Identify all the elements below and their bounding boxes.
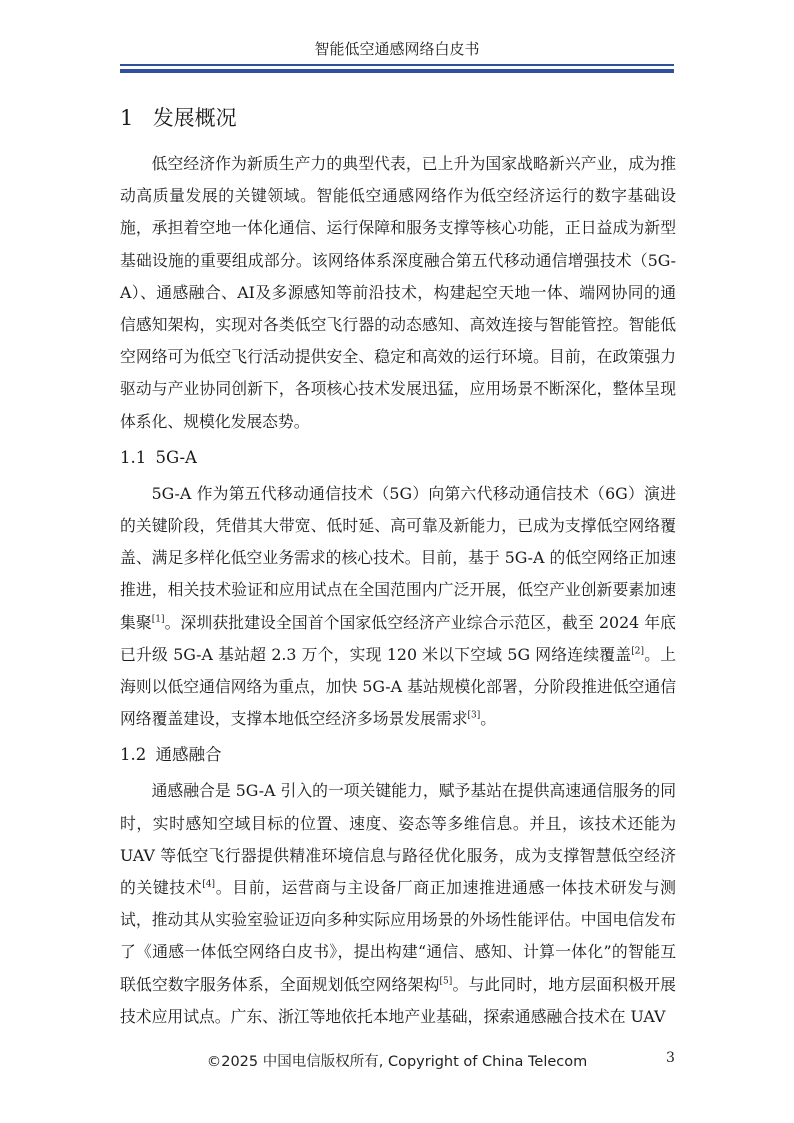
citation-ref-3[interactable]: [3] xyxy=(467,710,481,721)
page-footer xyxy=(0,1050,794,1072)
section-1-title: 发展概况 xyxy=(152,106,237,130)
header-title: 智能低空通感网络白皮书 xyxy=(314,40,480,58)
section-1-2-title: 通感融合 xyxy=(155,745,222,765)
text-run: 通感融合是 5G-A 引入的一项关键能力，赋予基站在提供高速通信服务的同时，实时感知空域目标的位置、速度、姿态等多维信息。并且，该技术还能为 UAV 等低空飞行器提供精准环境信息与路径优化服务，成为支撑智慧低空经济的关键技术 xyxy=(120,781,676,898)
citation-ref-2[interactable]: [2] xyxy=(631,646,644,657)
section-1-heading xyxy=(120,100,676,136)
text-run: 。 xyxy=(480,709,497,729)
header-rule-thick xyxy=(120,69,674,73)
section-1-1-paragraph xyxy=(120,478,676,736)
page-number: 3 xyxy=(666,1050,675,1066)
citation-ref-5[interactable]: [5] xyxy=(439,976,453,987)
citation-ref-4[interactable]: [4] xyxy=(202,879,216,890)
page-body xyxy=(120,100,676,1033)
copyright-notice: ©2025 中国电信版权所有, Copyright of China Telecom xyxy=(206,1054,588,1070)
section-1-1-title: 5G-A xyxy=(155,447,197,467)
text-run: 。与此同时，地方层面积极开展技术应用试点。广东、浙江等地依托本地产业基础，探索通感融合技术在 UAV xyxy=(120,974,676,1026)
section-1-number: 1 xyxy=(120,106,134,130)
header-rule-thin xyxy=(120,64,674,66)
section-1-2-paragraph xyxy=(120,775,676,1033)
text-run: 。深圳获批建设全国首个国家低空经济产业综合示范区，截至 2024 年底已升级 5G-A 基站超 2.3 万个，实现 120 米以下空域 5G 网络连续覆盖 xyxy=(120,612,676,664)
citation-ref-1[interactable]: [1] xyxy=(151,614,165,625)
section-1-1-number: 1.1 xyxy=(120,447,147,467)
text-run: 5G-A 作为第五代移动通信技术（5G）向第六代移动通信技术（6G）演进的关键阶段，凭借其大带宽、低时延、高可靠及新能力，已成为支撑低空网络覆盖、满足多样化低空业务需求的核心技术。目前，基于 5G-A 的低空网络正加速推进，相关技术验证和应用试点在全国范围内广泛开展，低空产业创新要素加速集聚 xyxy=(120,483,676,632)
section-1-2-heading xyxy=(120,739,676,771)
section-1-1-heading xyxy=(120,442,676,474)
text-run: 。目前，运营商与主设备厂商正加速推进通感一体技术研发与测试，推动其从实验室验证迈向多种实际应用场景的外场性能评估。中国电信发布了《通感一体低空网络白皮书》，提出构建“通信、感知、计算一体化”的智能互联低空数字服务体系，全面规划低空网络架构 xyxy=(120,878,676,994)
text-run: 。上海则以低空通信网络为重点，加快 5G-A 基站规模化部署，分阶段推进低空通信网络覆盖建设，支撑本地低空经济多场景发展需求 xyxy=(120,644,676,729)
section-1-2-number: 1.2 xyxy=(120,745,147,765)
section-1-paragraph: 低空经济作为新质生产力的典型代表，已上升为国家战略新兴产业，成为推动高质量发展的关键领域。智能低空通感网络作为低空经济运行的数字基础设施，承担着空地一体化通信、运行保障和服务支撑等核心功能，正日益成为新型基础设施的重要组成部分。该网络体系深度融合第五代移动通信增强技术（5G-A）、通感融合、AI及多源感知等前沿技术，构建起空天地一体、端网协同的通信感知架构，实现对各类低空飞行器的动态感知、高效连接与智能管控。智能低空网络可为低空飞行活动提供安全、稳定和高效的运行环境。目前，在政策强力驱动与产业协同创新下，各项核心技术发展迅猛，应用场景不断深化，整体呈现体系化、规模化发展态势。 xyxy=(120,154,676,431)
